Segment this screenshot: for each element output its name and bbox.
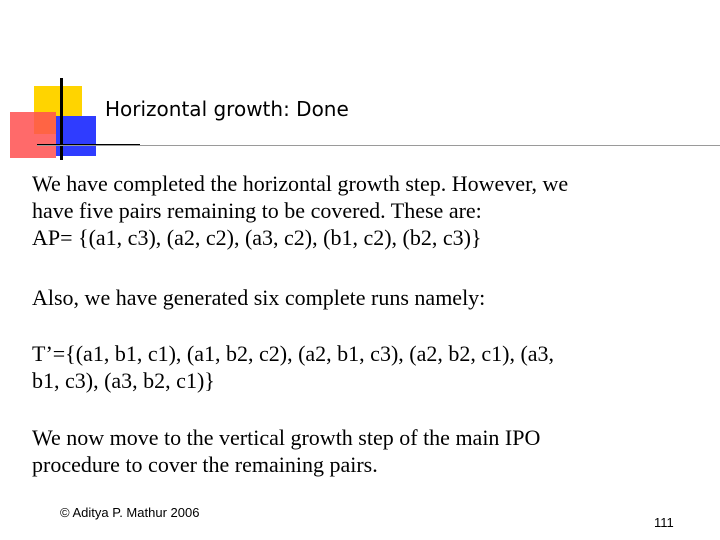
copyright-footer: © Aditya P. Mathur 2006 — [60, 505, 200, 520]
paragraph-line: b1, c3), (a3, b2, c1)} — [32, 368, 215, 393]
paragraph-line: AP= {(a1, c3), (a2, c2), (a3, c2), (b1, c2), (b2, c3)} — [32, 225, 482, 250]
logo-vertical-line — [60, 78, 63, 160]
paragraph-line: Also, we have generated six complete runs namely: — [32, 285, 486, 310]
page-number: 111 — [654, 515, 674, 530]
paragraph-line: have five pairs remaining to be covered. These are: — [32, 198, 482, 223]
paragraph-test-set — [32, 340, 692, 394]
logo-red-square — [10, 112, 56, 158]
paragraph-line: We have completed the horizontal growth step. However, we — [32, 171, 569, 196]
title-divider — [37, 145, 720, 146]
slide-title: Horizontal growth: Done — [105, 97, 349, 121]
paragraph-line: procedure to cover the remaining pairs. — [32, 452, 378, 477]
paragraph-next-step — [32, 424, 692, 478]
paragraph-generated-runs — [32, 284, 692, 311]
paragraph-line: T’={(a1, b1, c1), (a1, b2, c2), (a2, b1, c3), (a2, b2, c1), (a3, — [32, 341, 555, 366]
paragraph-remaining-pairs — [32, 170, 692, 251]
paragraph-line: We now move to the vertical growth step of the main IPO — [32, 425, 541, 450]
